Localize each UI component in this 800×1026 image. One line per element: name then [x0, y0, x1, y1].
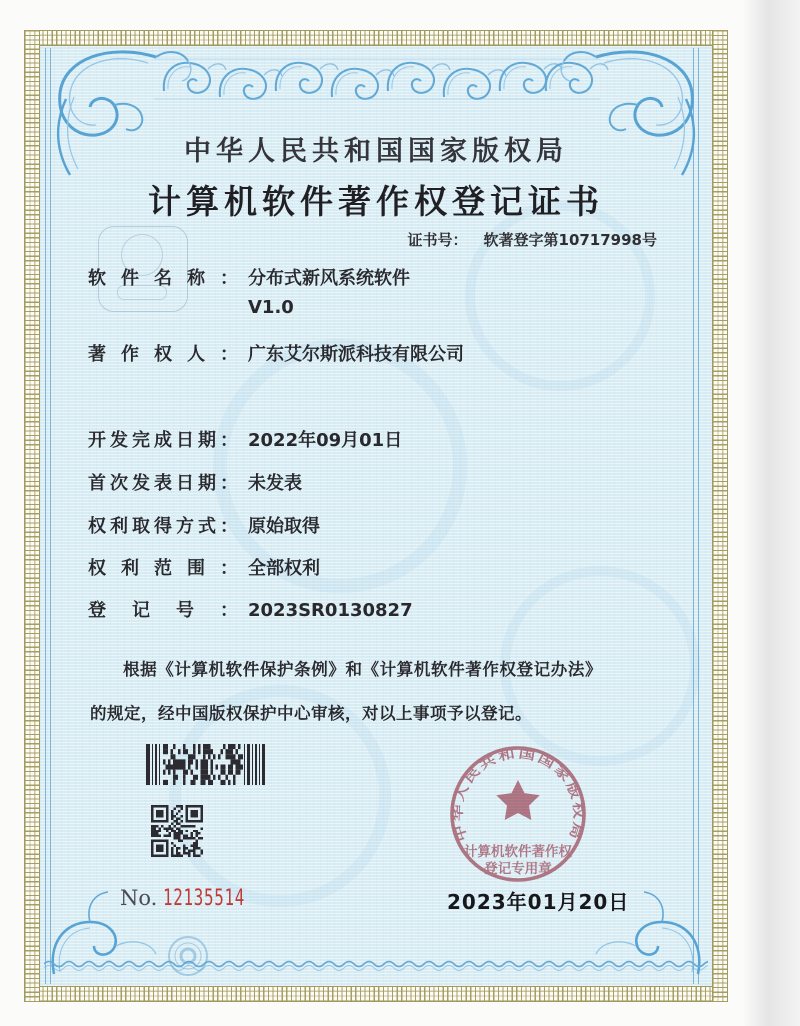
official-seal — [442, 742, 594, 894]
field-completion-date — [88, 431, 402, 452]
seal-star-icon — [496, 780, 539, 820]
field-label: 首次发表日期： — [88, 473, 238, 494]
qr-code — [151, 805, 203, 857]
field-software-name — [88, 269, 410, 290]
field-label: 软件名称： — [88, 268, 238, 289]
certificate-number-value: 软著登字第10717998号 — [483, 231, 657, 249]
field-registration-number — [88, 601, 413, 622]
field-label: 著作权人： — [88, 344, 238, 365]
certificate-number-label: 证书号： — [407, 231, 468, 249]
field-value: 全部权利 — [248, 558, 320, 579]
barcode — [146, 744, 266, 785]
field-rights-scope — [88, 559, 320, 580]
registration-statement: 根据《计算机软件保护条例》和《计算机软件著作权登记办法》的规定，经中国版权保护中心审核，对以上事项予以登记。 — [90, 660, 602, 723]
field-value: 2023SR0130827 — [248, 600, 413, 621]
seal-line2: 登记专用章 — [484, 861, 552, 877]
field-value: 2022年09月01日 — [248, 430, 403, 451]
seal-arc-text: 中华人民共和国国家版权局 — [450, 746, 586, 843]
field-value: 原始取得 — [248, 516, 320, 537]
field-label: 权利范围： — [88, 558, 238, 579]
wave-rule-bottom — [44, 958, 708, 980]
issue-date: 2023年01月20日 — [447, 890, 630, 914]
issuing-authority: 中华人民共和国国家版权局 — [184, 136, 568, 167]
field-label: 登记号： — [88, 600, 238, 621]
field-copyright-owner — [88, 345, 464, 366]
field-acquisition-method — [88, 517, 320, 538]
serial-number-label: No. — [120, 886, 158, 910]
field-label: 权利取得方式： — [88, 516, 238, 537]
certificate-number-line — [0, 229, 657, 250]
seal-line1: 计算机软件著作权 — [464, 844, 572, 860]
certificate-title: 计算机软件著作权登记证书 — [148, 182, 604, 221]
scan-shadow — [742, 0, 800, 1026]
greek-key-border-left — [24, 30, 40, 1002]
serial-number-line — [120, 886, 277, 911]
software-version: V1.0 — [248, 297, 294, 318]
field-first-publication — [88, 474, 302, 495]
serial-number-value: 12135514 — [163, 886, 246, 911]
field-value: 分布式新风系统软件 — [248, 268, 410, 289]
field-label: 开发完成日期： — [88, 430, 238, 451]
rosette-ornament — [166, 934, 210, 978]
greek-key-border-right — [712, 30, 728, 1002]
field-value: 未发表 — [248, 473, 302, 494]
greek-key-border-top — [24, 30, 728, 46]
field-value: 广东艾尔斯派科技有限公司 — [248, 344, 464, 365]
greek-key-border-bottom — [24, 986, 728, 1002]
